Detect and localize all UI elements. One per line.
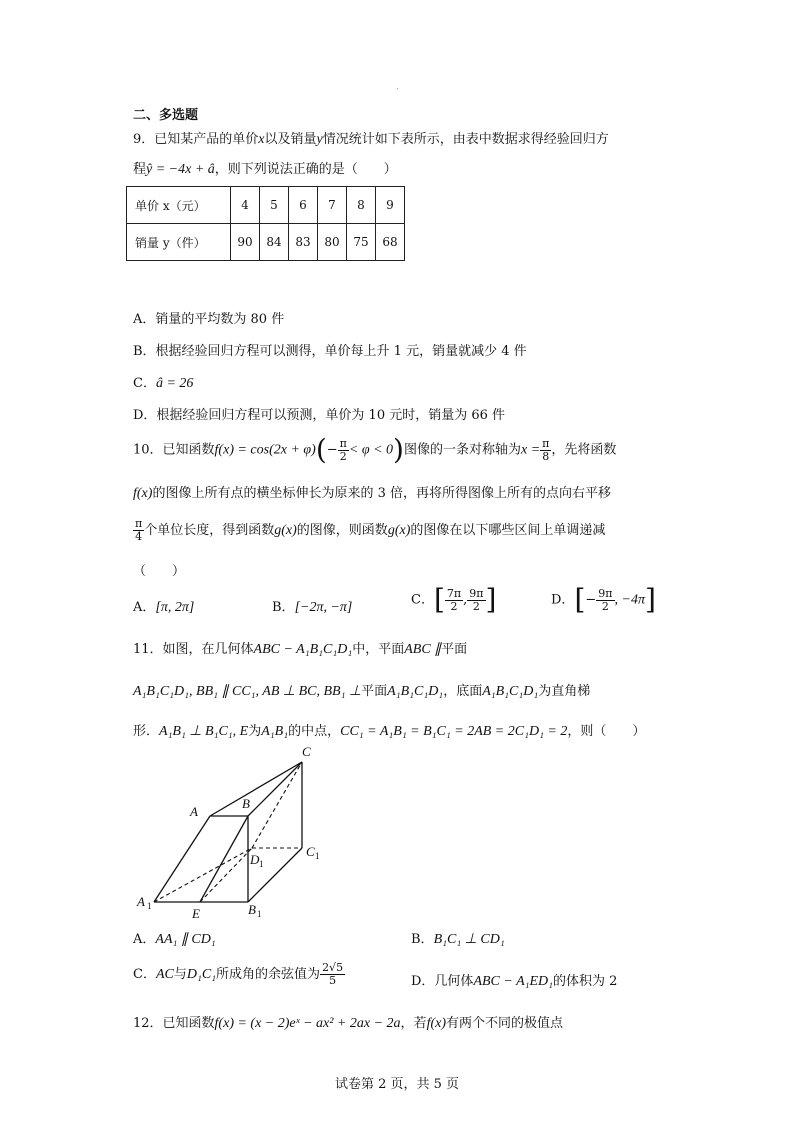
segment: A₁B₁ — [261, 724, 289, 739]
fraction-den: 2 — [339, 449, 347, 463]
label-sub: 1 — [147, 901, 152, 911]
page-footer: 试卷第 2 页，共 5 页 — [334, 1077, 460, 1092]
option-label: A． — [133, 600, 156, 615]
q11-text: ，则（ ） — [567, 724, 646, 739]
fraction-num: 2√5 — [322, 961, 344, 974]
q11-stem-line1 — [133, 638, 467, 658]
q10-paren: （ ） — [133, 564, 186, 579]
fraction-num: π — [339, 436, 347, 450]
conditions: A₁B₁C₁D₁, BB₁ ∥ CC₁, AB ⊥ BC, BB₁ ⊥ — [133, 684, 362, 699]
function-f: f(x) — [426, 1016, 446, 1031]
fraction — [338, 438, 349, 463]
fraction — [596, 588, 614, 613]
q10-text: ，先将函数 — [551, 442, 617, 458]
q10-text: 的图像上所有点的横坐标伸长为原来的 3 倍，再将所得图像上所有的点向右平移 — [152, 486, 611, 501]
edge-AA1 — [154, 816, 210, 902]
q11-text: ，底面 — [443, 684, 483, 699]
q9-option-d: D．根据经验回归方程可以预测，单价为 10 元时，销量为 66 件 — [133, 408, 506, 423]
label-C: C — [302, 744, 311, 759]
option-interval: , −4π — [614, 592, 645, 608]
q12-text: 12．已知函数 — [133, 1016, 215, 1031]
q11-stem-line2 — [133, 680, 590, 700]
q11-text: 11．如图，在几何体 — [133, 642, 254, 657]
q9-text: ，则下列说法正确的是（ ） — [214, 162, 397, 177]
fraction — [320, 962, 345, 987]
edge-A1D1 — [154, 848, 252, 902]
q11-stem-line3 — [133, 720, 645, 740]
q11-text: 平面 — [361, 684, 388, 699]
q10-stem-line1 — [133, 433, 617, 466]
solid-name: ABC − A₁ED₁ — [473, 974, 554, 989]
q9-option-a: A．销量的平均数为 80 件 — [133, 312, 285, 327]
option-formula: AA₁ ∥ CD₁ — [155, 932, 216, 947]
bracket-open: [ — [574, 583, 586, 616]
bracket-open: [ — [433, 583, 445, 616]
q11-text: 与 — [173, 967, 187, 982]
label-B1: B — [248, 902, 256, 917]
fraction-num: π — [542, 436, 550, 450]
table-cell: 6 — [289, 187, 318, 224]
q9-option-c — [133, 372, 193, 392]
function-f: f(x) = cos(2x + φ) — [214, 442, 316, 458]
option-interval: [−2π, −π] — [294, 600, 353, 615]
q11-text: 中，平面 — [352, 642, 405, 657]
q10-option-d: D．[− $\frac{9\pi}{2}$ , −4π] — [551, 583, 656, 616]
table-cell: 68 — [376, 224, 405, 261]
q11-option-c — [133, 962, 345, 987]
fraction-den: 2 — [472, 599, 480, 613]
table-cell: 90 — [231, 224, 260, 261]
section-title: 二、多选题 — [133, 108, 199, 123]
option-label: B． — [272, 600, 295, 615]
q10-stem-line2 — [133, 482, 611, 502]
q10-option-b — [272, 596, 352, 616]
label-B: B — [242, 796, 250, 811]
table-cell: 9 — [376, 187, 405, 224]
paren-close: ) — [393, 433, 404, 466]
q11-option-d — [411, 970, 617, 990]
table-cell: 84 — [260, 224, 289, 261]
fraction-num: 9π — [469, 586, 484, 600]
fraction — [467, 588, 485, 613]
q10-text: 个单位长度，得到函数 — [144, 523, 275, 538]
header-dot: . — [396, 82, 399, 92]
q9-text: 情况统计如下表所示，由表中数据求得经验回归方 — [322, 132, 609, 147]
q10-option-a — [133, 596, 194, 616]
label-sub: 1 — [257, 909, 262, 919]
conditions: A₁B₁ ⊥ B₁C₁, E — [159, 724, 249, 739]
q10-option-c: C．[ $\frac{7\pi}{2}$ , $\frac{9\pi}{2}$ ] — [411, 583, 497, 616]
minus-sign: − — [326, 442, 338, 458]
regression-equation: ŷ = −4x + â — [146, 162, 215, 177]
bracket-close: ] — [485, 583, 497, 616]
option-label: D．几何体 — [411, 974, 474, 989]
option-label: C． — [133, 967, 156, 982]
fraction-den: 2 — [450, 599, 458, 613]
option-formula: â = 26 — [155, 376, 194, 391]
q9-option-b: B．根据经验回归方程可以测得，单价每上升 1 元，销量就减少 4 件 — [133, 344, 527, 359]
q10-text: 10．已知函数 — [133, 442, 215, 458]
q11-option-a — [133, 928, 216, 948]
q10-text: 的图像，则函数 — [296, 523, 388, 538]
q10-stem-line3 — [133, 518, 605, 543]
fraction-den: 2 — [601, 599, 609, 613]
label-E: E — [192, 906, 200, 921]
q11-text: 为直角梯 — [538, 684, 591, 699]
q12-text: ，若 — [400, 1016, 427, 1031]
q11-text: 的体积为 2 — [553, 974, 618, 989]
fraction — [445, 588, 463, 613]
fraction-num: 9π — [598, 586, 613, 600]
paren-open: ( — [315, 433, 327, 466]
q12-stem-line1 — [133, 1012, 563, 1032]
q11-text: 形． — [133, 724, 160, 739]
label-sub: 1 — [315, 851, 320, 861]
table-row — [127, 187, 405, 224]
function-f: f(x) = (x − 2)eˣ − ax² + 2ax − 2a — [214, 1016, 401, 1031]
fraction-den: 8 — [542, 449, 550, 463]
option-label: C． — [411, 592, 434, 608]
axis-eq: x = — [521, 442, 541, 458]
q9-stem-line2 — [133, 158, 397, 178]
q9-stem-line1 — [133, 128, 609, 148]
option-label: A． — [133, 932, 156, 947]
q9-text: 以及销量 — [264, 132, 317, 147]
q11-text: 为 — [248, 724, 262, 739]
function-g: g(x) — [274, 523, 297, 538]
q10-text: 图像的一条对称轴为 — [403, 442, 521, 458]
fraction-den: 5 — [329, 974, 337, 987]
plane-name: A₁B₁C₁D₁ — [482, 684, 539, 699]
q11-text: 所成角的余弦值为 — [216, 967, 321, 982]
table-cell: 4 — [231, 187, 260, 224]
option-label: B． — [411, 932, 434, 947]
q12-text: 有两个不同的极值点 — [446, 1016, 564, 1031]
table-row — [127, 224, 405, 261]
lengths: CC₁ = A₁B₁ = B₁C₁ = 2AB = 2C₁D₁ = 2 — [340, 724, 568, 739]
q9-data-table — [126, 186, 405, 261]
fraction-num: 7π — [446, 586, 462, 600]
q10-text: 的图像在以下哪些区间上单调递减 — [410, 523, 606, 538]
condition: < φ < 0 — [348, 442, 394, 458]
table-header-price: 单价 x（元） — [127, 187, 231, 224]
fraction — [133, 518, 144, 543]
q9-text: 程 — [133, 162, 147, 177]
label-C1: C — [306, 844, 315, 859]
label-D1: D — [250, 852, 260, 867]
segment: D₁C₁ — [186, 967, 217, 982]
q11-text: 平面 — [441, 642, 468, 657]
label-A: A — [190, 804, 198, 819]
table-cell: 8 — [347, 187, 376, 224]
q11-text: 的中点， — [288, 724, 341, 739]
table-cell: 80 — [318, 224, 347, 261]
option-formula: B₁C₁ ⊥ CD₁ — [433, 932, 505, 947]
plane-name: ABC ∥ — [404, 642, 442, 657]
table-header-sales: 销量 y（件） — [127, 224, 231, 261]
segment: AC — [155, 967, 174, 982]
function-g: g(x) — [387, 523, 411, 538]
plane-name: A₁B₁C₁D₁ — [387, 684, 444, 699]
fraction-den: 4 — [135, 530, 143, 543]
table-cell: 75 — [347, 224, 376, 261]
table-cell: 7 — [318, 187, 347, 224]
option-label: D． — [551, 592, 575, 608]
table-cell: 5 — [260, 187, 289, 224]
option-interval: [π, 2π] — [155, 600, 195, 615]
bracket-close: ] — [644, 583, 656, 616]
solid-name: ABC − A₁B₁C₁D₁ — [253, 642, 353, 657]
var-y: y — [316, 132, 323, 147]
table-cell: 83 — [289, 224, 318, 261]
label-A1: A — [137, 894, 145, 909]
option-label: C． — [133, 376, 156, 391]
geometry-figure — [120, 742, 340, 922]
function-f: f(x) — [133, 486, 153, 501]
fraction — [540, 438, 551, 463]
q11-option-b — [411, 928, 505, 948]
label-sub: 1 — [259, 859, 264, 869]
q9-text: 9．已知某产品的单价 — [133, 132, 259, 147]
fraction-num: π — [135, 517, 143, 530]
var-x: x — [258, 132, 265, 147]
